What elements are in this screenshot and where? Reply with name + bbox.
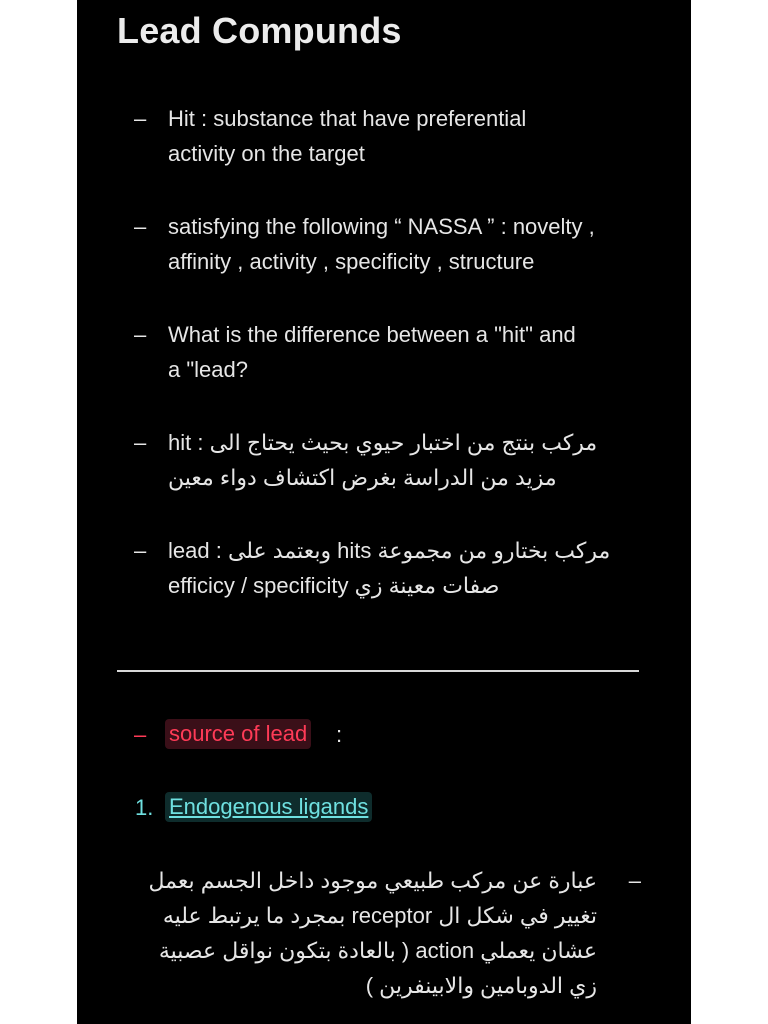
bullet-line: مزيد من الدراسة بغرض اكتشاف دواء معين bbox=[168, 465, 557, 490]
endogenous-ligands-link[interactable]: Endogenous ligands bbox=[165, 792, 372, 822]
bullet-line: satisfying the following “ NASSA ” : novelty , bbox=[168, 214, 595, 239]
bullet-line: hit : مركب بنتج من اختبار حيوي بحيث يحتاج الى bbox=[168, 430, 598, 455]
list-number: 1. bbox=[135, 795, 154, 820]
arabic-explanation bbox=[117, 863, 641, 1003]
bullet-dash: – bbox=[134, 322, 147, 347]
bullet-line: Hit : substance that have preferential bbox=[168, 106, 527, 131]
paragraph-line: زي الدوبامين والابينفرين ) bbox=[365, 973, 597, 998]
bullet-line: lead : وبعتمد على hits مركب بختارو من مجموعة bbox=[168, 538, 611, 563]
source-of-lead-heading: source of lead bbox=[165, 719, 311, 749]
paragraph-line: عشان يعملي action ( بالعادة بتكون نواقل عصبية bbox=[158, 938, 597, 963]
source-colon: : bbox=[336, 722, 343, 747]
bullet-dash: – bbox=[134, 106, 147, 131]
page-title: Lead Compunds bbox=[117, 10, 402, 51]
paragraph-line: عبارة عن مركب طبيعي موجود داخل الجسم بعمل bbox=[148, 868, 597, 893]
bullet-dash: – bbox=[134, 538, 147, 563]
bullet-dash: – bbox=[628, 868, 641, 893]
source-dash: – bbox=[134, 722, 147, 747]
paragraph-line: تغيير في شكل ال receptor بمجرد ما يرتبط عليه bbox=[162, 903, 597, 928]
bullet-line: activity on the target bbox=[168, 141, 365, 166]
bullet-line: صفات معينة زي efficicy / specificity bbox=[168, 573, 500, 598]
note-page bbox=[77, 0, 691, 1024]
bullet-dash: – bbox=[134, 214, 147, 239]
bullet-line: affinity , activity , specificity , structure bbox=[168, 249, 535, 274]
section-divider bbox=[117, 670, 639, 672]
bullet-line: a "lead? bbox=[168, 357, 248, 382]
bullet-dash: – bbox=[134, 430, 147, 455]
bullet-line: What is the difference between a "hit" and bbox=[168, 322, 576, 347]
